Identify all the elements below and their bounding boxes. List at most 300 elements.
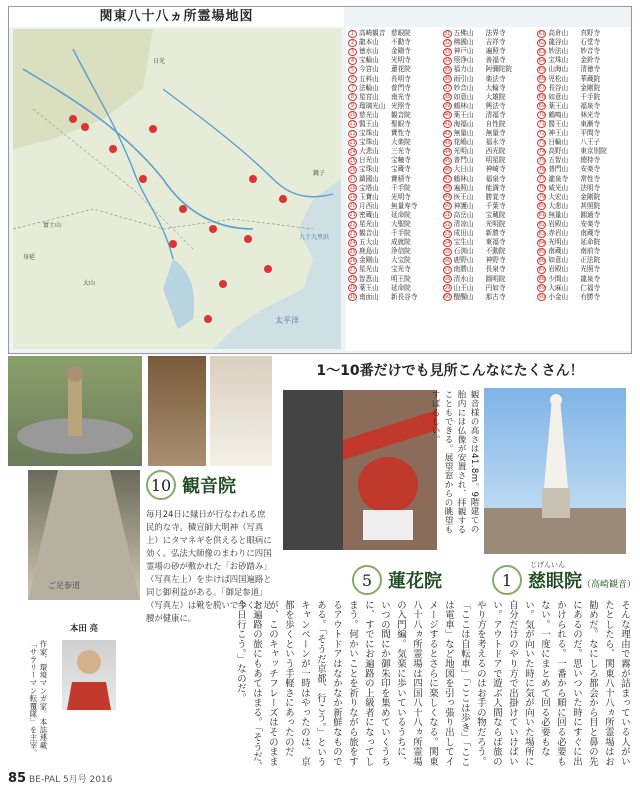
temple-row: [537, 275, 628, 284]
temple-number: 67: [538, 85, 546, 92]
temple-mountain: 南面山: [359, 292, 379, 301]
temple-number: 46: [443, 166, 451, 173]
temple-mountain: 大悲山: [359, 147, 379, 156]
temple-row: [348, 102, 439, 111]
svg-text:ご足参道: ご足参道: [48, 581, 80, 590]
temple-name: 金剛寺: [391, 47, 411, 56]
temple-row: [443, 138, 534, 147]
temple-number: 19: [349, 194, 356, 201]
jigen-number: 1: [492, 565, 522, 595]
temple-name: 光明寺: [391, 192, 411, 201]
temple-number: 34: [443, 57, 451, 64]
temple-name: 妙音寺: [580, 47, 601, 56]
map-marker: [139, 175, 147, 183]
temple-row: [537, 102, 628, 111]
temple-row: [348, 111, 439, 120]
temple-mountain: 薬王山: [548, 101, 569, 110]
temple-number: 11: [349, 121, 356, 128]
temple-mountain: 徳水山: [359, 47, 379, 56]
temple-mountain: 慈光山: [359, 110, 379, 119]
temple-mountain: 宝珠山: [359, 165, 379, 174]
temple-number: 68: [538, 94, 546, 101]
map-marker: [279, 195, 287, 203]
temple-row: [537, 220, 628, 229]
temple-mountain: 大麻山: [548, 283, 569, 292]
temple-name: 蓮花院: [391, 65, 411, 74]
temple-number: 83: [538, 230, 546, 237]
temple-number: 90: [538, 294, 546, 301]
temple-mountain: 光明山: [453, 147, 474, 156]
nikko-label: 日光: [153, 58, 166, 65]
temple-mountain: 五料山: [359, 74, 379, 83]
temple-mountain: 宝輪山: [359, 56, 379, 65]
temple-mountain: 妙音山: [453, 83, 474, 92]
temple-number: 73: [538, 139, 546, 146]
temple-mountain: 薬王山: [453, 110, 474, 119]
temple-mountain: 大日山: [453, 165, 474, 174]
temple-number: 58: [443, 276, 451, 283]
temple-number: 21: [349, 212, 356, 219]
temple-row: [348, 275, 439, 284]
temple-row: [537, 193, 628, 202]
temple-row: [537, 65, 628, 74]
temple-name: 真野寺: [580, 29, 601, 38]
temple-mountain: 高野山: [548, 147, 569, 156]
temple-name: 神野寺: [485, 256, 506, 265]
temple-mountain: 宝珠山: [359, 138, 379, 147]
temple-row: [348, 47, 439, 56]
temple-number: 81: [538, 212, 546, 219]
temple-number: 54: [443, 239, 451, 246]
temple-mountain: 大宏山: [548, 192, 569, 201]
temple-number: 38: [443, 94, 451, 101]
temple-row: [537, 56, 628, 65]
temple-mountain: 日光山: [359, 156, 379, 165]
temple-mountain: 鹿野山: [453, 256, 474, 265]
temple-number: 29: [349, 285, 356, 292]
temple-number: 1: [348, 30, 357, 38]
temple-name: 甚照院: [580, 201, 601, 210]
temple-row: [348, 220, 439, 229]
temple-number: 50: [443, 203, 451, 210]
temple-name: 那古寺: [485, 292, 506, 301]
temple-name: 不動院: [485, 247, 506, 256]
temple-number: 88: [538, 276, 546, 283]
temple-mountain: 南蔵山: [548, 247, 569, 256]
temple-mountain: 智恵山: [359, 274, 379, 283]
temple-row: [443, 84, 534, 93]
temple-name: 大宝院: [391, 256, 411, 265]
temple-number: 20: [349, 203, 356, 210]
temple-name: 石堂寺: [580, 38, 601, 47]
temple-number: 35: [443, 66, 451, 73]
temple-mountain: 高倉山: [548, 29, 569, 38]
temple-mountain: 醫王山: [359, 119, 379, 128]
temple-name: 浄信院: [391, 247, 411, 256]
temple-mountain: 宝塔山: [359, 183, 379, 192]
temple-name: 新勝寺: [485, 229, 506, 238]
minobu-label: 身延: [23, 254, 36, 261]
temple-name: 圓通寺: [580, 210, 601, 219]
temple-row: [348, 265, 439, 274]
temple-number: 25: [349, 248, 356, 255]
temple-name: 明星院: [485, 156, 506, 165]
temple-mountain: 宝生山: [453, 238, 474, 247]
temple-row: [348, 293, 439, 302]
temple-mountain: 成田山: [453, 229, 474, 238]
temple-name: 宝幢寺: [391, 156, 411, 165]
temple-number: 2: [348, 39, 357, 47]
temple-mountain: 龍本山: [359, 38, 379, 47]
temple-mountain: 星光山: [359, 220, 379, 229]
temple-number: 30: [349, 294, 356, 301]
temple-mountain: 無量山: [453, 129, 474, 138]
temple-number: 23: [349, 230, 356, 237]
temple-row: [443, 147, 534, 156]
temple-mountain: 南勝山: [453, 265, 474, 274]
temple-number: 60: [443, 294, 451, 301]
temple-number: 75: [538, 157, 546, 164]
temple-row: [443, 56, 534, 65]
temple-name: 宝蔵院: [485, 210, 506, 219]
temple-number: 47: [443, 176, 451, 183]
temple-number: 42: [443, 130, 451, 137]
page-number: 85: [8, 771, 27, 786]
temple-column-1: [348, 29, 439, 349]
map-marker: [209, 225, 217, 233]
temple-row: [537, 265, 628, 274]
temple-mountain: 法輪山: [359, 83, 379, 92]
temple-name: 遍照寺: [485, 47, 506, 56]
temple-name: 南光寺: [391, 92, 411, 101]
temple-name: 興法寺: [485, 101, 506, 110]
temple-number: 62: [538, 39, 546, 46]
temple-name: 円如寺: [485, 283, 506, 292]
temple-number: 52: [443, 221, 451, 228]
temple-name: 大雄院: [485, 92, 506, 101]
temple-row: [537, 120, 628, 129]
temple-mountain: 清凉山: [453, 220, 474, 229]
kujukuri-label: 九十九里浜: [299, 234, 330, 241]
temple-name: 長泉寺: [485, 265, 506, 274]
temple-number: 45: [443, 157, 451, 164]
temple-name: 光照寺: [391, 101, 411, 110]
jigen-subtitle: （高崎観音）: [582, 580, 637, 590]
oyama-label: 大山: [83, 280, 96, 287]
kannon-photo-sand: [8, 356, 142, 466]
temple-name: 光明院: [485, 220, 506, 229]
temple-number: 31: [443, 30, 451, 37]
temple-row: [443, 211, 534, 220]
map-marker: [81, 123, 89, 131]
temple-mountain: 大悲山: [548, 201, 569, 210]
temple-row: [348, 175, 439, 184]
temple-number: 74: [538, 148, 546, 155]
temple-number: 3: [348, 48, 357, 56]
temple-name: 寶積寺: [391, 174, 411, 183]
temple-name: 善福寺: [485, 56, 506, 65]
temple-name: 新長谷寺: [391, 292, 418, 301]
temple-number: 28: [349, 276, 356, 283]
temple-number: 22: [349, 221, 356, 228]
map-marker: [244, 235, 252, 243]
temple-row: [348, 84, 439, 93]
temple-name: 清福寺: [485, 110, 506, 119]
temple-name: 東漸寺: [580, 119, 601, 128]
temple-number: 16: [349, 166, 356, 173]
temple-name: 東福寺: [485, 238, 506, 247]
temple-mountain: 山王山: [453, 283, 474, 292]
temple-mountain: 妙法山: [548, 47, 569, 56]
temple-mountain: 高崎観音: [359, 29, 386, 38]
temple-row: [348, 202, 439, 211]
temple-mountain: 児松山: [548, 74, 569, 83]
temple-number: 39: [443, 103, 451, 110]
jigen-photo-statue: [484, 388, 626, 554]
temple-row: [348, 193, 439, 202]
temple-number: 71: [538, 121, 546, 128]
temple-number: 79: [538, 194, 546, 201]
temple-mountain: 如意山: [453, 92, 474, 101]
temple-mountain: 醍醐山: [453, 292, 474, 301]
temple-row: [537, 165, 628, 174]
temple-mountain: 神戸山: [453, 47, 474, 56]
temple-mountain: 五佛山: [453, 29, 474, 38]
temple-row: [537, 129, 628, 138]
temple-row: [537, 74, 628, 83]
photo-graphic: [28, 470, 140, 600]
temple-row: [443, 284, 534, 293]
temple-name: 福泉寺: [485, 174, 506, 183]
temple-number: 87: [538, 266, 546, 273]
temple-name: 法明寺: [580, 183, 601, 192]
temple-number: 5: [348, 66, 357, 74]
temple-mountain: 少間山: [548, 274, 569, 283]
jigen-title: [528, 567, 636, 593]
magazine-name: BE-PAL 5月号 2016: [28, 775, 113, 785]
temple-row: [537, 93, 628, 102]
temple-row: [348, 184, 439, 193]
temple-mountain: 医王山: [453, 192, 474, 201]
temple-number: 57: [443, 266, 451, 273]
temple-row: [348, 229, 439, 238]
temple-mountain: 清水山: [453, 274, 474, 283]
temple-row: [443, 129, 534, 138]
temple-row: [443, 275, 534, 284]
temple-mountain: 今宮山: [359, 65, 379, 74]
temple-number: 59: [443, 285, 451, 292]
map-marker: [109, 145, 117, 153]
temple-number: 77: [538, 176, 546, 183]
temple-row: [348, 74, 439, 83]
temple-name: 無量寿寺: [391, 201, 418, 210]
temple-number: 63: [538, 48, 546, 55]
temple-number: 78: [538, 185, 546, 192]
photo-graphic: [8, 356, 142, 466]
temple-mountain: 鶴林山: [453, 174, 474, 183]
photo-graphic: [283, 390, 437, 550]
temple-row: [537, 175, 628, 184]
temple-mountain: 鹿島山: [359, 247, 379, 256]
author-photo: [62, 640, 116, 710]
temple-number: 6: [348, 75, 357, 83]
temple-number: 18: [349, 185, 356, 192]
temple-mountain: 海福山: [453, 119, 474, 128]
jigen-description: 観音様の高さは41.8m。9階建ての胎内には仏像が安置され、拝観することもできる。展望窓からの眺望もすばらしい。: [430, 390, 479, 534]
temple-name: 平間寺: [580, 129, 601, 138]
temple-mountain: 照浄山: [453, 56, 474, 65]
map-marker: [169, 240, 177, 248]
jigen-name: 慈眼院: [528, 571, 582, 592]
temple-name: 無量寺: [485, 129, 506, 138]
temple-mountain: 如意山: [548, 256, 569, 265]
temple-row: [443, 202, 534, 211]
temple-number: 82: [538, 221, 546, 228]
temple-number: 27: [349, 266, 356, 273]
temple-mountain: 普門山: [453, 156, 474, 165]
temple-name: 金鈴寺: [580, 56, 601, 65]
temple-mountain: 密蔵山: [359, 210, 379, 219]
temple-number: 64: [538, 57, 546, 64]
temple-name: 有勝寺: [580, 292, 601, 301]
temple-row: [537, 138, 628, 147]
temple-mountain: 鎮國山: [359, 174, 379, 183]
temple-row: [348, 147, 439, 156]
temple-number: 4: [348, 57, 357, 65]
map-marker: [179, 205, 187, 213]
temple-mountain: 五大山: [359, 238, 379, 247]
temple-name: 千手院: [391, 183, 411, 192]
temple-number: 55: [443, 248, 451, 255]
temple-number: 26: [349, 257, 356, 264]
temple-row: [443, 165, 534, 174]
temple-number: 13: [349, 139, 356, 146]
kannon-number: 10: [146, 470, 176, 500]
temple-name: 不動寺: [391, 38, 411, 47]
temple-mountain: 龍谷山: [548, 38, 569, 47]
temple-name: 千葉寺: [485, 201, 506, 210]
temple-number: 24: [349, 239, 356, 246]
temple-name: 観音院: [391, 110, 411, 119]
temple-row: [348, 238, 439, 247]
temple-row: [443, 74, 534, 83]
temple-row: [348, 65, 439, 74]
photo-graphic: [484, 388, 626, 554]
temple-number: 51: [443, 212, 451, 219]
author-bio: 作家、環境マンガ家。本誌連載「サラリーマン転覆隊」を主宰。: [29, 640, 48, 757]
temple-row: [537, 202, 628, 211]
temple-mountain: 雨引山: [453, 74, 474, 83]
temple-name: 清徳寺: [580, 65, 601, 74]
temple-name: 勝覚寺: [485, 192, 506, 201]
temple-number: 49: [443, 194, 451, 201]
temple-mountain: 日輪山: [548, 138, 569, 147]
temple-name: 常性寺: [580, 174, 601, 183]
temple-mountain: 如意山: [548, 92, 569, 101]
temple-name: 正法院: [580, 256, 601, 265]
temple-mountain: 観音山: [359, 229, 379, 238]
temple-row: [443, 93, 534, 102]
temple-row: [443, 247, 534, 256]
temple-name: 安楽寺: [580, 165, 601, 174]
temple-row: [443, 38, 534, 47]
temple-mountain: 瀧泉寺: [548, 174, 569, 183]
temple-row: [348, 29, 439, 38]
kannon-photo-onions: [210, 356, 272, 466]
temple-number: 15: [349, 157, 356, 164]
temple-mountain: 長谷山: [548, 83, 569, 92]
temple-mountain: 遍照山: [453, 183, 474, 192]
renge-title: 蓮花院: [388, 571, 442, 592]
temple-number: 66: [538, 76, 546, 83]
kannon-photo-path: [28, 470, 140, 600]
map-marker: [69, 115, 77, 123]
temple-row: [348, 129, 439, 138]
temple-name: 阿彌陀院: [485, 65, 513, 74]
section-headline: 1〜10番だけでも見所こんなにたくさん！: [316, 363, 584, 379]
temple-mountain: 鶴鳴山: [548, 110, 569, 119]
temple-number: 69: [538, 103, 546, 110]
temple-row: [348, 247, 439, 256]
choshi-label: 銚子: [313, 170, 326, 177]
temple-number: 7: [348, 84, 357, 92]
temple-name: 東京別院: [580, 147, 607, 156]
temple-row: [443, 220, 534, 229]
temple-number: 76: [538, 166, 546, 173]
temple-name: 大楽院: [391, 138, 411, 147]
temple-number: 70: [538, 112, 546, 119]
temple-row: [443, 229, 534, 238]
temple-name: 龍泉寺: [580, 274, 601, 283]
temple-row: [443, 102, 534, 111]
temple-number: 80: [538, 203, 546, 210]
temple-mountain: 月西山: [359, 201, 379, 210]
temple-mountain: 威光山: [548, 183, 569, 192]
temple-row: [537, 284, 628, 293]
temple-row: [537, 38, 628, 47]
temple-mountain: 金剛山: [359, 256, 379, 265]
temple-name: 光明寺: [391, 56, 411, 65]
temple-row: [443, 175, 534, 184]
map-marker: [249, 175, 257, 183]
temple-row: [443, 238, 534, 247]
kannon-description: 毎月24日に縁日が行なわれる庶民的な寺。穢宣師大明神（写真上）にタマネギを供えると眼病に効く。弘法大師像のまわりに四国霊場の砂が敷かれた「お砂踏み」（写真左上）を歩けば四国遍路と同じ御利益がある。「御足参道」（写真左）は靴を脱いで歩くと足腰が健康に。: [146, 509, 272, 623]
page-footer: [8, 771, 112, 786]
temple-name: 楽法寺: [485, 74, 506, 83]
temple-row: [537, 147, 628, 156]
temple-mountain: 薬王山: [359, 283, 379, 292]
temple-row: [537, 47, 628, 56]
hanno-label: 富士山: [43, 222, 62, 229]
temple-number: 43: [443, 139, 451, 146]
temple-mountain: 鶴林山: [453, 101, 474, 110]
temple-name: 光照寺: [580, 265, 601, 274]
temple-mountain: 宝珠山: [548, 56, 569, 65]
temple-row: [348, 120, 439, 129]
temple-mountain: 花嶋山: [453, 138, 474, 147]
jigen-ruby: じげんいん: [530, 561, 565, 569]
temple-number: 53: [443, 230, 451, 237]
renge-number: 5: [352, 565, 382, 595]
temple-name: 福永寺: [485, 138, 506, 147]
temple-name: 宝光寺: [391, 265, 411, 274]
temple-mountain: 普門山: [548, 165, 569, 174]
temple-number: 86: [538, 257, 546, 264]
temple-name: 南蔵寺: [580, 229, 601, 238]
temple-name: 華蔵院: [580, 74, 601, 83]
temple-row: [443, 29, 534, 38]
temple-name: 自性院: [485, 119, 506, 128]
